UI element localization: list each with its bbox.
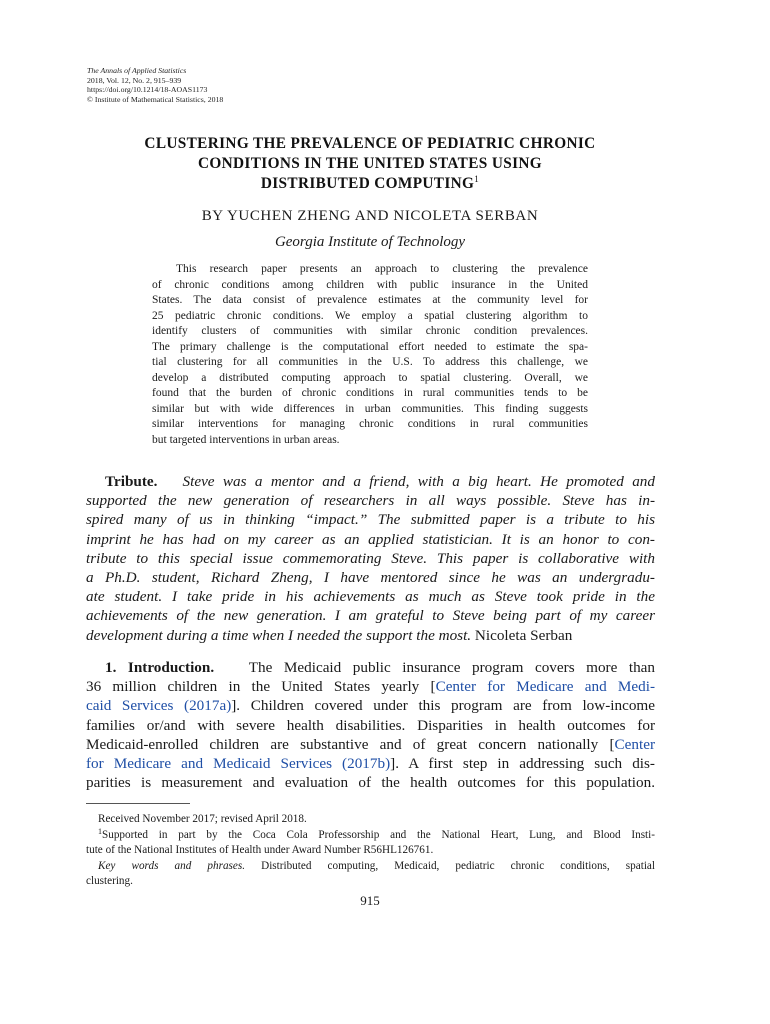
abstract — [152, 262, 588, 448]
introduction-section — [86, 658, 655, 792]
tribute-signature: Nicoleta Serban — [474, 626, 573, 644]
intro-line — [86, 754, 655, 773]
journal-copyright: © Institute of Mathematical Statistics, 2018 — [87, 94, 224, 104]
abstract-line: but targeted interventions in urban areas. — [152, 433, 340, 446]
abstract-line: develop a distributed computing approach to spatial clustering. Overall, we — [152, 371, 588, 384]
citation-link[interactable]: Center for Medicare and Medi- — [435, 678, 656, 696]
intro-text: The Medicaid public insurance program covers more than — [248, 659, 656, 676]
journal-header — [87, 66, 387, 104]
footnotes — [86, 812, 655, 890]
tribute-line: a Ph.D. student, Richard Zheng, I have mentored since he was an undergradu- — [86, 568, 655, 586]
abstract-line: tial clustering for all communities in the U.S. To address this challenge, we — [152, 356, 588, 368]
intro-line: parities is measurement and evaluation of the health outcomes for this population. — [86, 774, 655, 792]
abstract-line: similar interventions for managing chronic conditions in rural communities — [152, 418, 588, 430]
support-footnote-mark: 1 — [98, 826, 102, 836]
tribute-line: imprint he has had on my career as an applied statistician. It is an honor to con- — [86, 530, 655, 548]
tribute-section — [86, 472, 655, 645]
tribute-heading: Tribute. — [105, 473, 158, 490]
tribute-text: Steve was a mentor and a friend, with a big heart. He promoted and — [182, 473, 655, 490]
keywords-text: Distributed computing, Medicaid, pediatric chronic conditions, spatial — [245, 859, 655, 872]
journal-doi[interactable]: https://doi.org/10.1214/18-AOAS1173 — [87, 85, 208, 95]
intro-line — [86, 658, 655, 677]
author-affiliation: Georgia Institute of Technology — [274, 234, 466, 250]
title-line: CLUSTERING THE PREVALENCE OF PEDIATRIC CHRONIC — [144, 135, 596, 152]
abstract-line: 25 pediatric chronic conditions. We employ a spatial clustering algorithm to — [152, 309, 588, 322]
intro-text: ]. A first step in addressing such dis- — [390, 754, 655, 772]
tribute-line: ate student. I take pride in his achievements as much as Steve took pride in the — [86, 588, 655, 606]
intro-text: Medicaid-enrolled children are substantive and of great concern nationally [ — [86, 735, 615, 753]
intro-text: 36 million children in the United States yearly [ — [86, 678, 436, 696]
keywords-line: clustering. — [86, 875, 133, 887]
abstract-line: found that the burden of chronic conditions in rural communities tends to be — [152, 387, 588, 399]
intro-heading: 1. Introduction. — [105, 659, 215, 676]
tribute-text: development during a time when I needed the support the most. — [86, 626, 472, 644]
paper-authors: BY YUCHEN ZHENG AND NICOLETA SERBAN — [201, 208, 539, 224]
received-note: Received November 2017; revised April 2018. — [98, 813, 307, 825]
abstract-line: States. The data consist of prevalence estimates at the community level for — [152, 294, 588, 306]
abstract-line: The primary challenge is the computational effort needed to estimate the spa- — [152, 340, 588, 353]
footnote-divider — [86, 803, 190, 804]
citation-link[interactable]: Center — [614, 735, 655, 753]
abstract-line: of chronic conditions among children with public insurance in the United — [152, 278, 588, 291]
tribute-line: supported the new generation of researchers in all ways possible. Steve has in- — [86, 492, 655, 510]
abstract-line: identify clusters of communities with similar chronic condition prevalences. — [152, 325, 588, 337]
abstract-line: This research paper presents an approach to clustering the prevalence — [176, 263, 588, 275]
page-number: 915 — [360, 893, 380, 908]
abstract-line: similar but with wide differences in urban communities. This finding suggests — [152, 402, 588, 415]
citation-link[interactable]: caid Services (2017a) — [86, 697, 232, 715]
title-line: CONDITIONS IN THE UNITED STATES USING — [197, 155, 543, 172]
citation-link[interactable]: for Medicare and Medicaid Services (2017b) — [86, 754, 391, 772]
keywords-line — [86, 859, 655, 875]
title-line — [85, 174, 655, 194]
support-footnote-line: tute of the National Institutes of Health under Award Number R56HL126761. — [86, 844, 434, 856]
tribute-line: spired many of us in thinking “impact.” The submitted paper is a tribute to his — [86, 511, 655, 529]
support-footnote-line — [86, 828, 655, 844]
intro-text: ]. Children covered under this program are from low-income — [231, 697, 655, 715]
journal-volume: 2018, Vol. 12, No. 2, 915–939 — [87, 75, 182, 85]
intro-line — [86, 696, 655, 715]
intro-line — [86, 677, 655, 696]
tribute-line: achievements of the new generation. I am grateful to Steve being part of my career — [86, 607, 655, 625]
journal-name: The Annals of Applied Statistics — [87, 66, 187, 75]
intro-line — [86, 735, 655, 754]
title-line-text: DISTRIBUTED COMPUTING — [260, 175, 475, 192]
keywords-label: Key words and phrases. — [98, 859, 246, 872]
support-text: Supported in part by the Coca Cola Professorship and the National Heart, Lung, and Blood Insti- — [102, 828, 655, 841]
tribute-line — [86, 472, 655, 491]
tribute-line — [86, 626, 655, 645]
intro-line: families or/and with severe health disabilities. Disparities in health outcomes for — [86, 716, 655, 734]
paper-title — [85, 134, 655, 194]
tribute-line: tribute to this special issue commemorating Steve. This paper is collaborative with — [86, 549, 655, 567]
title-footnote-mark[interactable]: 1 — [474, 174, 480, 184]
